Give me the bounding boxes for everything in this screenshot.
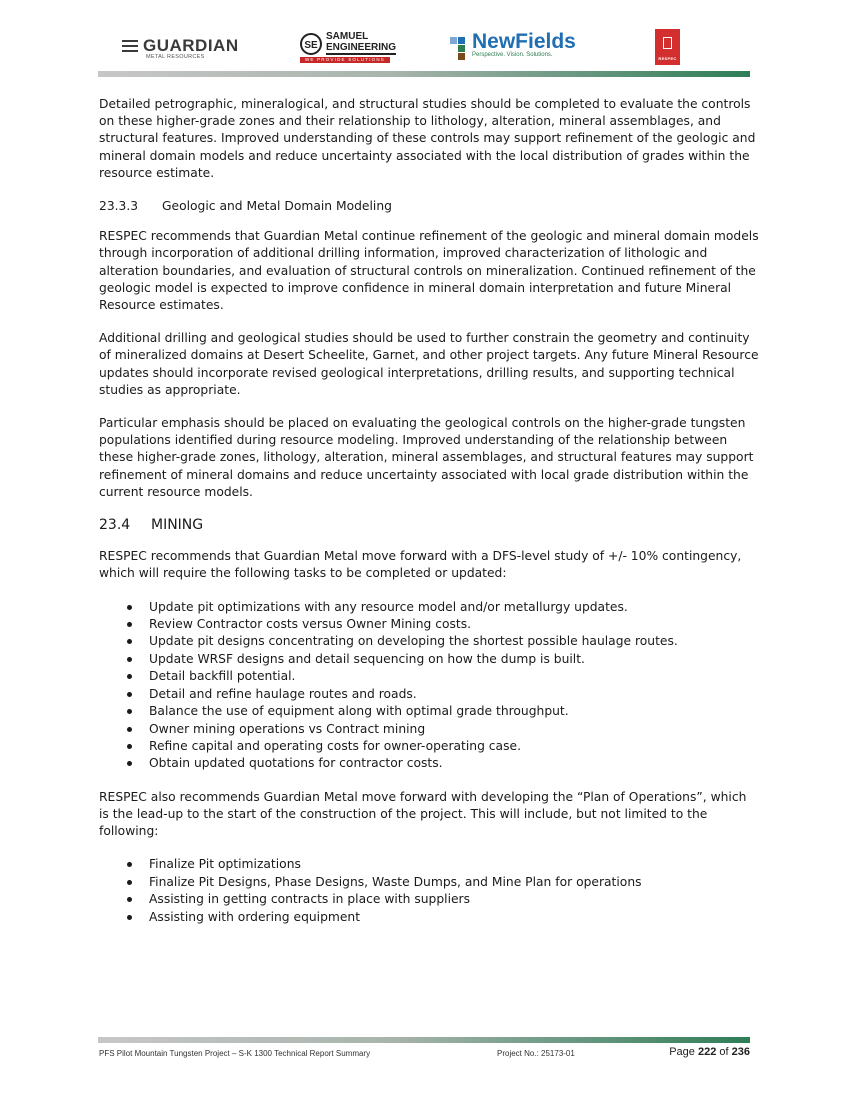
footer-project-number: Project No.: 25173-01 (497, 1049, 575, 1058)
list-item: Refine capital and operating costs for owner-operating case. (127, 738, 759, 755)
body-paragraph: Additional drilling and geological studies should be used to further constrain the geometry and continuity of mineralized domains at Desert Scheelite, Garnet, and other project targets. Any future Mineral Resource updates should incorporate revised geological interpretations, drilling results, and supporting technical studies as appropriate. (99, 331, 759, 397)
respec-mark-icon (663, 37, 672, 49)
list-item: Update pit optimizations with any resource model and/or metallurgy updates. (127, 599, 759, 616)
newfields-square-icon (458, 45, 465, 52)
respec-logo (655, 29, 680, 65)
newfields-square-icon (458, 37, 465, 44)
list-item: Update WRSF designs and detail sequencing on how the dump is built. (127, 651, 759, 668)
samuel-engineering-logo (300, 30, 397, 62)
mining-task-list (99, 599, 759, 773)
newfields-logo-tagline: Perspective. Vision. Solutions. (472, 52, 553, 58)
list-item: Detail and refine haulage routes and roads. (127, 686, 759, 703)
list-item: Owner mining operations vs Contract mining (127, 721, 759, 738)
guardian-lines-icon (122, 40, 138, 53)
footer-divider (98, 1037, 750, 1043)
guardian-logo-name: GUARDIAN (143, 36, 239, 55)
plan-of-operations-list (99, 856, 759, 926)
subsection-heading (99, 198, 759, 215)
list-item: Assisting in getting contracts in place with suppliers (127, 891, 759, 908)
samuel-logo-tagline: WE PROVIDE SOLUTIONS (300, 57, 390, 63)
subsection-title: Geologic and Metal Domain Modeling (162, 199, 392, 214)
page-header (0, 0, 849, 80)
list-item: Balance the use of equipment along with optimal grade throughput. (127, 703, 759, 720)
footer-report-title: PFS Pilot Mountain Tungsten Project – S-K 1300 Technical Report Summary (99, 1049, 371, 1058)
total-pages: 236 (731, 1046, 750, 1058)
respec-logo-word: RESPEC (658, 56, 677, 61)
newfields-logo-name: NewFields (472, 30, 576, 53)
list-item: Assisting with ordering equipment (127, 909, 759, 926)
body-paragraph: Particular emphasis should be placed on evaluating the geological controls on the higher-grade tungsten populations identified during resource modeling. Improved understanding of the relationship between these higher-grade zones, lithology, alteration, mineral assemblages, and structural features may support refinement of mineral domains and reduce uncertainty associated with local grade distribution within the current resource models. (99, 416, 754, 499)
of-label: of (719, 1046, 729, 1058)
samuel-circle-mark: SE (300, 33, 322, 55)
guardian-logo (122, 36, 242, 60)
page-label: Page (669, 1046, 695, 1058)
section-number: 23.4 (99, 517, 131, 534)
page-footer (99, 1046, 750, 1062)
list-item: Update pit designs concentrating on developing the shortest possible haulage routes. (127, 633, 759, 650)
plan-of-operations-paragraph: RESPEC also recommends Guardian Metal move forward with developing the “Plan of Operations”, which is the lead-up to the start of the construction of the project. This will include, but not limited to the following: (99, 789, 747, 839)
newfields-logo (450, 30, 576, 65)
page-body (99, 96, 759, 942)
body-paragraph: RESPEC recommends that Guardian Metal continue refinement of the geologic and mineral domain models through incorporation of additional drilling information, improved characterization of lithologic and alteration boundaries, and evaluation of structural controls on mineralization. Continued refinement of the geologic model is expected to improve confidence in mineral domain interpretation and future Mineral Resource estimates. (99, 229, 759, 313)
samuel-logo-line2: ENGINEERING (326, 42, 397, 53)
section-title: MINING (151, 517, 204, 534)
intro-paragraph: Detailed petrographic, mineralogical, and structural studies should be completed to evaluate the controls on these higher-grade zones and their relationship to lithology, alteration, mineral assemblages, and structural features. Improved understanding of these controls may support refinement of the geologic and mineral domain models and reduce uncertainty associated with the local distribution of grades within the resource estimate. (99, 97, 756, 180)
header-divider (98, 71, 750, 77)
mining-intro-paragraph: RESPEC recommends that Guardian Metal move forward with a DFS-level study of +/- 10% contingency, which will require the following tasks to be completed or updated: (99, 549, 742, 581)
guardian-logo-subtitle: METAL RESOURCES (146, 54, 205, 60)
newfields-square-icon (450, 37, 457, 44)
list-item: Finalize Pit optimizations (127, 856, 759, 873)
list-item: Finalize Pit Designs, Phase Designs, Waste Dumps, and Mine Plan for operations (127, 874, 759, 891)
list-item: Review Contractor costs versus Owner Mining costs. (127, 616, 759, 633)
section-heading (99, 517, 759, 534)
subsection-number: 23.3.3 (99, 199, 139, 214)
current-page: 222 (697, 1046, 717, 1058)
list-item: Obtain updated quotations for contractor costs. (127, 755, 759, 772)
newfields-square-icon (458, 53, 465, 60)
list-item: Detail backfill potential. (127, 668, 759, 685)
samuel-logo-line1: SAMUEL (326, 31, 369, 42)
page-number (669, 1046, 750, 1058)
